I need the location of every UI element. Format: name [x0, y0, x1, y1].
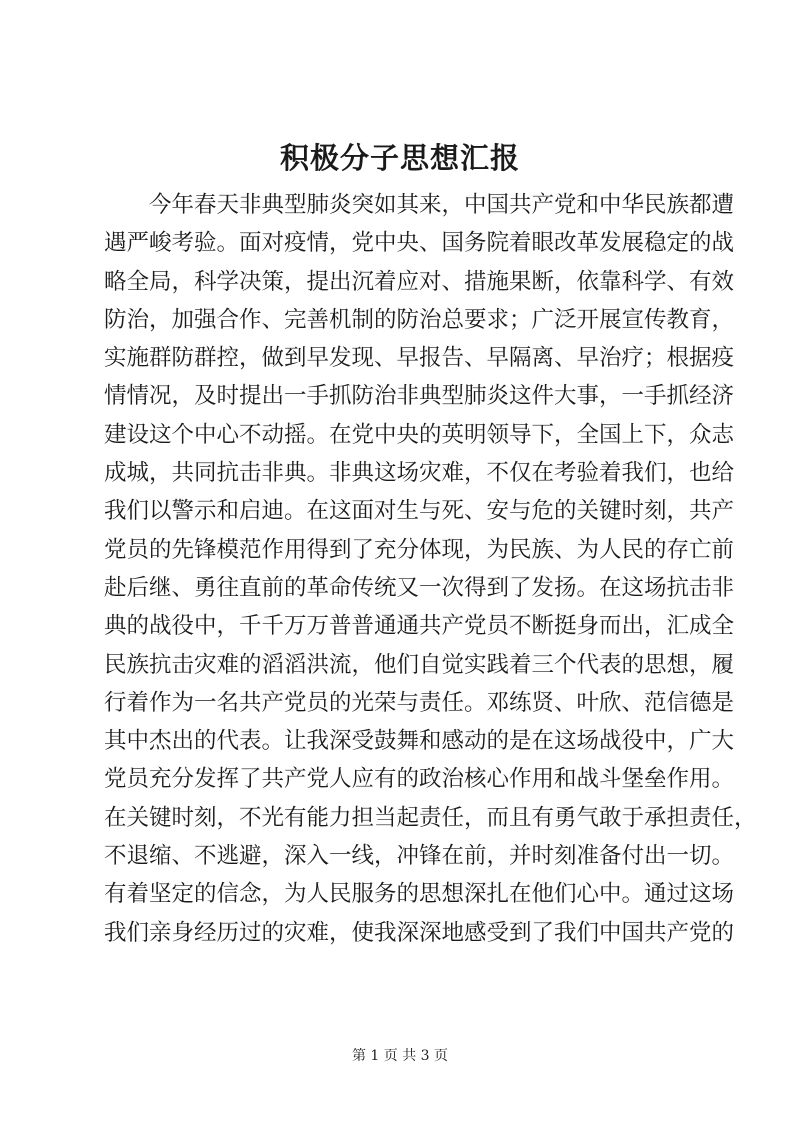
body-line: 不退缩、不逃避，深入一线，冲锋在前，并时刻准备付出一切。	[104, 843, 735, 870]
document-title: 积极分子思想汇报	[279, 141, 520, 175]
body-line: 行着作为一名共产党员的光荣与责任。邓练贤、叶欣、范信德是	[104, 689, 735, 716]
body-line: 情情况，及时提出一手抓防治非典型肺炎这件大事，一手抓经济	[104, 383, 735, 410]
body-line: 成城，共同抗击非典。非典这场灾难，不仅在考验着我们，也给	[104, 460, 735, 487]
body-line: 建设这个中心不动摇。在党中央的英明领导下，全国上下，众志	[104, 421, 735, 448]
body-line: 遇严峻考验。面对疫情，党中央、国务院着眼改革发展稳定的战	[104, 230, 735, 257]
body-line: 赴后继、勇往直前的革命传统又一次得到了发扬。在这场抗击非	[104, 574, 735, 601]
body-line: 典的战役中，千千万万普普通通共产党员不断挺身而出，汇成全	[104, 613, 735, 640]
body-line: 民族抗击灾难的滔滔洪流，他们自觉实践着三个代表的思想，履	[104, 651, 735, 678]
body-line: 有着坚定的信念，为人民服务的思想深扎在他们心中。通过这场	[104, 881, 735, 908]
body-line: 其中杰出的代表。让我深受鼓舞和感动的是在这场战役中，广大	[104, 728, 735, 755]
body-line: 防治，加强合作、完善机制的防治总要求；广泛开展宣传教育，	[104, 306, 735, 333]
body-line: 今年春天非典型肺炎突如其来，中国共产党和中华民族都遭	[149, 192, 735, 218]
body-line: 我们以警示和启迪。在这面对生与死、安与危的关键时刻，共产	[104, 498, 735, 525]
body-line: 我们亲身经历过的灾难，使我深深地感受到了我们中国共产党的	[104, 919, 735, 946]
body-line: 在关键时刻，不光有能力担当起责任，而且有勇气敢于承担责任，	[104, 804, 757, 831]
body-line: 党员的先锋模范作用得到了充分体现，为民族、为人民的存亡前	[104, 536, 735, 563]
body-line: 党员充分发挥了共产党人应有的政治核心作用和战斗堡垒作用。	[104, 766, 735, 793]
document-body	[104, 186, 757, 952]
page-number: 第 1 页 共 3 页	[351, 1048, 449, 1064]
body-line: 略全局，科学决策，提出沉着应对、措施果断，依靠科学、有效	[104, 268, 735, 295]
body-line: 实施群防群控，做到早发现、早报告、早隔离、早治疗；根据疫	[104, 345, 735, 372]
